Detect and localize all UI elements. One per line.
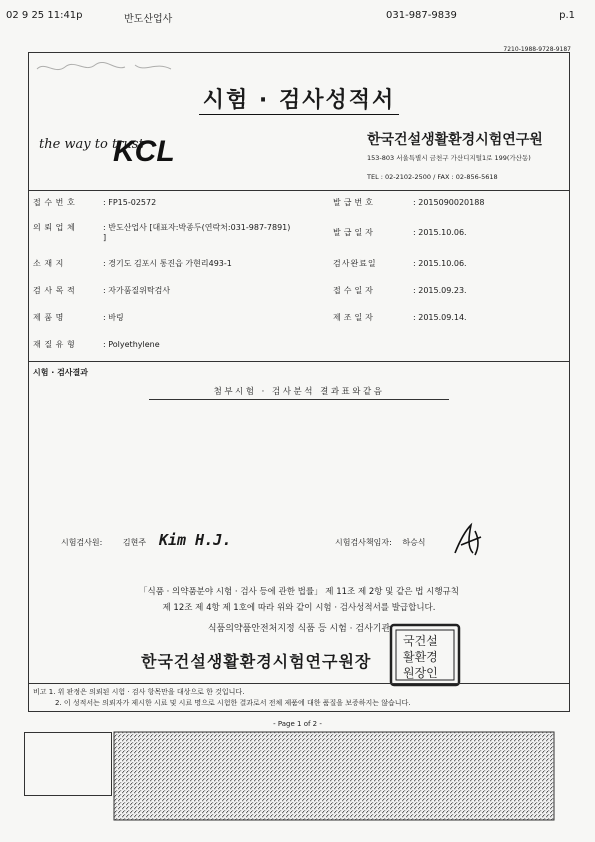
field-value: : 바링 bbox=[103, 313, 124, 322]
certificate-frame bbox=[28, 52, 570, 712]
field-value: : Polyethylene bbox=[103, 340, 160, 349]
remark-1: 비고 1. 위 판정은 의뢰된 시험 · 검사 항목만을 대상으로 한 것입니다. bbox=[33, 688, 245, 696]
field-client bbox=[33, 222, 290, 233]
field-purpose bbox=[33, 285, 170, 296]
field-issue-date bbox=[333, 227, 467, 238]
header-divider bbox=[29, 190, 569, 191]
svg-text:원장인: 원장인 bbox=[403, 666, 438, 680]
field-label: 재질유형 bbox=[33, 340, 79, 349]
official-seal bbox=[389, 623, 461, 687]
field-label: 제조일자 bbox=[333, 313, 376, 322]
field-value: : 2015.10.06. bbox=[413, 259, 467, 268]
fax-phone: 031-987-9839 bbox=[386, 10, 457, 21]
responsible-signature bbox=[335, 537, 426, 548]
institute-address: 153-803 서울특별시 금천구 가산디지털1로 199(가산동) bbox=[367, 154, 531, 162]
field-label: 접수일자 bbox=[333, 286, 376, 295]
slogan: the way to trust bbox=[39, 137, 144, 152]
field-label: 검사완료일 bbox=[333, 259, 377, 268]
field-material bbox=[33, 339, 160, 350]
field-location bbox=[33, 258, 232, 269]
field-label: 발급번호 bbox=[333, 198, 376, 207]
title-underline bbox=[199, 114, 399, 115]
field-value: : FP15-02572 bbox=[103, 198, 157, 207]
field-value: ] bbox=[103, 233, 107, 242]
fax-page: p.1 bbox=[559, 10, 575, 21]
remarks bbox=[29, 683, 569, 710]
field-value: : 2015.09.23. bbox=[413, 286, 467, 295]
legal-line-1: 「식품 · 의약품분야 시험 · 검사 등에 관한 법률」 제 11조 제 2항 및 같은 법 시행규칙 bbox=[139, 587, 459, 597]
field-label: 발급일자 bbox=[333, 228, 376, 237]
institute-name: 한국건설생활환경시험연구원 bbox=[367, 132, 543, 148]
field-receipt-no bbox=[33, 197, 156, 208]
responsible-label: 시험검사책임자: bbox=[335, 538, 392, 547]
fax-timestamp: 02 9 25 11:41p bbox=[6, 10, 83, 21]
legal-line-3: 식품의약품안전처지정 식품 등 시험 · 검사기관 bbox=[207, 624, 391, 634]
field-label: 검사목적 bbox=[33, 286, 79, 295]
page-title: 시험 · 검사성적서 bbox=[202, 88, 396, 113]
remark-2: 2. 이 성적서는 의뢰자가 제시한 시료 및 시료 명으로 시험한 결과로서 전체 제품에 대한 품질을 보증하지는 않습니다. bbox=[55, 699, 411, 707]
field-label: 의뢰업체 bbox=[33, 223, 79, 232]
page-number: - Page 1 of 2 - bbox=[273, 720, 322, 728]
fields-divider bbox=[29, 361, 569, 362]
field-label: 소재지 bbox=[33, 259, 67, 268]
responsible-handwritten-signature bbox=[451, 523, 485, 559]
field-product bbox=[33, 312, 124, 323]
field-value: : 2015090020188 bbox=[413, 198, 485, 207]
scan-noise-area bbox=[114, 732, 554, 820]
tester-name: 김현주 bbox=[122, 538, 147, 547]
field-label: 제품명 bbox=[33, 313, 67, 322]
tester-label: 시험검사원: bbox=[61, 538, 103, 547]
institute-phones: TEL : 02-2102-2500 / FAX : 02-856-5618 bbox=[367, 173, 498, 181]
fax-sender: 반도산업사 bbox=[124, 14, 173, 25]
svg-text:활환경: 활환경 bbox=[403, 650, 438, 664]
field-label: 접수번호 bbox=[33, 198, 79, 207]
doc-number: 7210-1988-9728-9187 bbox=[503, 46, 571, 53]
legal-line-2: 제 12조 제 4항 제 1호에 따라 위와 같이 시험 · 검사성적서를 발급합니다. bbox=[162, 603, 436, 613]
svg-text:KCL: KCL bbox=[113, 135, 175, 168]
results-summary-underline bbox=[149, 399, 449, 400]
field-receipt-date bbox=[333, 285, 467, 296]
field-client-cont bbox=[103, 233, 106, 242]
issuer-name: 한국건설생활환경시험연구원장 bbox=[141, 652, 372, 671]
fax-header bbox=[6, 10, 575, 24]
stamp-box bbox=[24, 732, 112, 796]
field-value: : 반도산업사 [대표자:박종두(연락처:031-987-7891) bbox=[103, 223, 291, 232]
field-value: : 경기도 김포시 통진읍 가현리493-1 bbox=[103, 259, 232, 268]
results-section-label: 시험 · 검사결과 bbox=[33, 368, 88, 377]
svg-text:국건설: 국건설 bbox=[403, 634, 438, 648]
field-issue-no bbox=[333, 197, 484, 208]
responsible-name: 하승식 bbox=[402, 538, 426, 547]
field-complete-date bbox=[333, 258, 467, 269]
tester-handwritten-signature: Kim H.J. bbox=[159, 531, 232, 549]
handwritten-scribble bbox=[35, 59, 175, 77]
field-value: : 자가품질위탁검사 bbox=[103, 286, 171, 295]
field-value: : 2015.10.06. bbox=[413, 228, 467, 237]
kcl-logo bbox=[111, 131, 175, 168]
results-summary: 첨부시험 · 검사분석 결과표와같음 bbox=[213, 387, 385, 397]
field-manufacture-date bbox=[333, 312, 467, 323]
field-value: : 2015.09.14. bbox=[413, 313, 467, 322]
tester-signature bbox=[61, 537, 146, 548]
